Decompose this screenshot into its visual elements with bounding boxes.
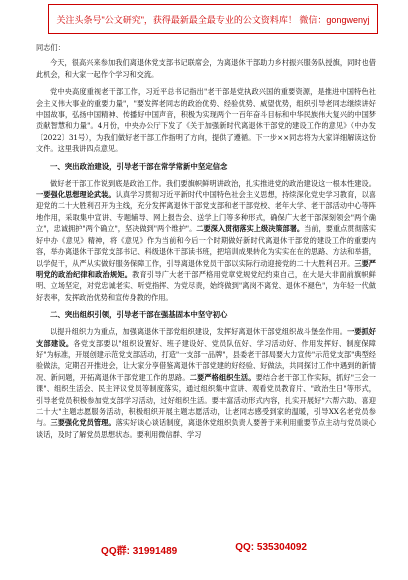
point-implement: 二要深入贯彻落实上级决策部署。 [196,224,305,234]
para-text: 认真学习贯彻习近平新时代中国特色社会主义思想，持续深化党史学习教育，以喜迎党的二十大胜利召开为主线，充分发挥离退休干部党支部和老干部党校、老年大学、老干部活动中心等阵地作用，采取集中宣讲、专题辅导、网上报告会、送学上门等多种形式，确保广大老干部深刻领会"两个确立"，忠诚拥护"两个确立"，坚决做到"两个维护"。 [36,190,376,234]
para-text: 以提升组织力为重点，加强离退休干部党组织建设，发挥好离退休干部党组织战斗堡垒作用。 [50,327,348,337]
para-text: 教育引导广大老干部严格用党章党规党纪约束自己，在大是大非面前旗帜鲜明、立场坚定，对党忠诚老实、听党指挥、为党尽责，始终做到"离岗不离党、退休不褪色"，为年轻一代做好表率，发挥政治优势和宣传身教的作用。 [36,269,376,302]
section-heading-2: 二、突出组织引领，引导老干部在强基固本中坚守初心 [50,310,228,320]
salutation: 同志们： [36,43,65,52]
footer-contacts [0,542,408,557]
point-theory: 一要强化思想理论武装。 [36,190,116,200]
para-text: 各党支部要以"组织设置好、班子建设好、党员队伍好、学习活动好、作用发挥好、制度保障好"为标准，开展创建示范党支部活动，打造"一支部一品牌"，县委老干部局要大力宣传"示范党支部"典型经验做法，定期召开推进会，让大家分享借鉴离退休干部党建的好经验、好做法，共同探讨工作中遇到的新情况、新问题，开拓离退休干部党建工作的思路。 [36,338,376,382]
para-text: 要结合老干部工作实际，抓好"三会一课"、组织生活会、民主评议党员等制度落实，通过组织集中宣讲、观看党员教育片、"政治生日"等形式，引导老党员积极参加党支部学习活动，过好组织生活。要丰富活动形式内容，扎实开展好"六帮六助、喜迎二十大"主题志愿服务活动，积极组织开展主题志愿活动，让老同志感受到家的温暖，引导XX名老党员参与。 [36,372,376,428]
point-member-mgmt: 三要强化党员管理。 [50,418,116,428]
paragraph-background: 党中央高度重视老干部工作，习近平总书记指出"老干部是党执政兴国的重要资源，是推进中国特色社会主义伟大事业的重要力量"，"要发挥老同志的政治优势、经验优势、威望优势，组织引导老同志继续讲好中国故事，弘扬中国精神、传播好中国声音，积极为实现两个一百年奋斗目标和中华民族伟大复兴的中国梦贡献智慧和力量"。4月份，中央办公厅下发了《关于加强新时代离退休干部党的建设工作的意见》（中办发〔2022〕31号），为我们做好老干部工作指明了方向，提供了遵循。下一步××同志将为大家详细解读这份文件。这里我讲四点意见。 [36,87,376,154]
paragraph-opening: 今天，很高兴来参加我们离退休党支部书记联席会，为离退休干部助力乡村振兴服务队授旗，同时也借此机会，和大家一起作个学习和交流。 [36,58,376,79]
point-discipline: 三要严明党的政治纪律和政治规矩。 [36,258,376,279]
para-text: 做好老干部工作说到底是政治工作。我们要旗帜鲜明讲政治，扎实推进党的政治建设这一根本性建设。 [50,178,376,188]
paragraph-political [36,178,376,303]
para-text: 当前，要重点贯彻落实好中办《意见》精神，将《意见》作为当前和今后一个时期做好新时代离退休干部党的建设工作的重要内容，举办离退休干部党支部书记、科级退休干部读书班，把培训成果转化为实实在在的思路、方法和举措，以学促干，从严从实做好服务保障工作，引导离退休党员干部以实际行动迎接党的二十大胜利召开。 [36,224,377,268]
point-org-life: 二要严格组织生活。 [189,372,256,382]
qq-group: QQ群: 31991489 [101,546,178,557]
para-text: 落实好谈心谈话制度，离退休党组织负责人要善于来利用重要节点主动与党员谈心谈话，及时了解党员思想状态。要利用微信群、学习 [36,418,376,439]
header-banner [48,4,378,34]
point-branch: 一要抓好支部建设。 [36,327,376,348]
qq-number: QQ: 535304092 [235,542,307,553]
paragraph-organization [36,326,376,440]
section-heading-1: 一、突出政治建设，引导老干部在常学常新中坚定信念 [50,161,228,171]
banner-text: 关注头条号"公文研究"，获得最新最全最专业的公文资料库！ 微信：gongwenyj [56,14,370,25]
document-body [36,40,376,440]
